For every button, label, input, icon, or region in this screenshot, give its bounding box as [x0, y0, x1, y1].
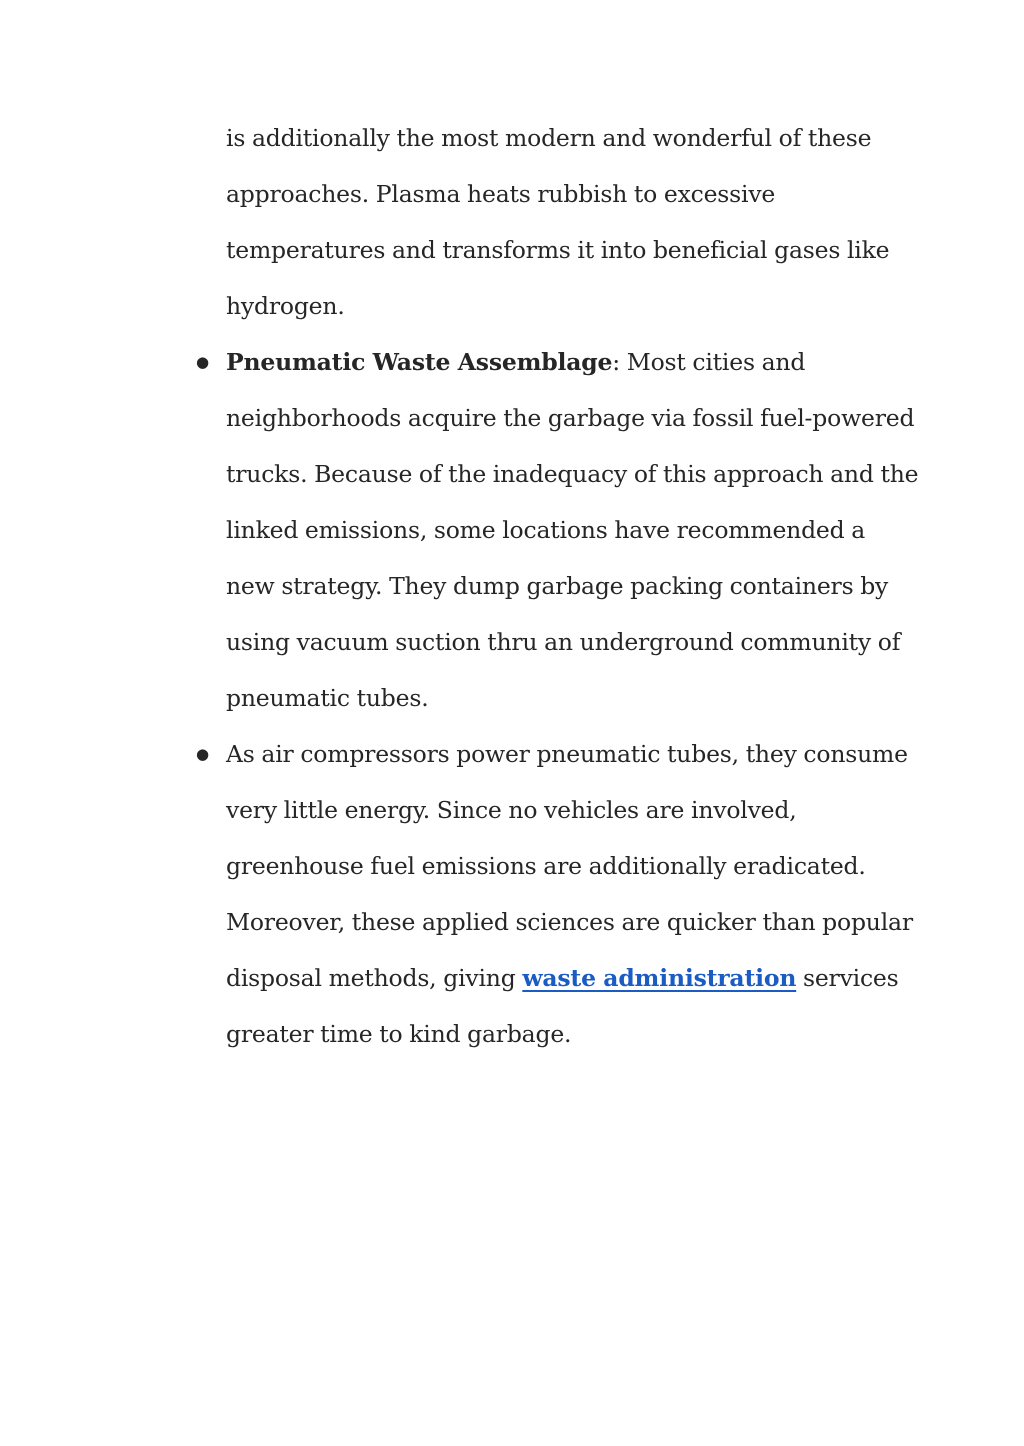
text-line: new strategy. They dump garbage packing containers by [226, 572, 889, 600]
bullet-icon: ● [196, 745, 209, 763]
text-line: greater time to kind garbage. [226, 1020, 572, 1048]
continuation-paragraph [226, 110, 906, 334]
bullet-item-air-compressors [196, 726, 913, 1062]
text-line: very little energy. Since no vehicles are involved, [226, 796, 797, 824]
text-line: is additionally the most modern and wonderful of these [226, 124, 872, 152]
bullet-item-pneumatic-waste [196, 334, 919, 726]
text-fragment: : Most cities and [612, 348, 806, 376]
text-line: pneumatic tubes. [226, 684, 429, 712]
text-line: temperatures and transforms it into beneficial gases like [226, 236, 890, 264]
text-fragment: services [796, 964, 899, 992]
text-line: approaches. Plasma heats rubbish to excessive [226, 180, 776, 208]
text-line: neighborhoods acquire the garbage via fossil fuel-powered [226, 404, 915, 432]
document-body [196, 110, 919, 1062]
bullet-icon: ● [196, 353, 209, 371]
text-line: trucks. Because of the inadequacy of this approach and the [226, 460, 919, 488]
text-line [226, 334, 906, 390]
waste-administration-link[interactable]: waste administration [522, 964, 797, 992]
text-line: hydrogen. [226, 292, 345, 320]
text-line [226, 950, 906, 1006]
text-fragment: disposal methods, giving [226, 964, 523, 992]
bold-term: Pneumatic Waste Assemblage [226, 348, 613, 376]
text-line: Moreover, these applied sciences are quicker than popular [226, 908, 913, 936]
text-line: greenhouse fuel emissions are additionally eradicated. [226, 852, 866, 880]
text-line: linked emissions, some locations have recommended a [226, 516, 866, 544]
text-line: As air compressors power pneumatic tubes, they consume [226, 740, 908, 768]
text-line: using vacuum suction thru an underground community of [226, 628, 901, 656]
